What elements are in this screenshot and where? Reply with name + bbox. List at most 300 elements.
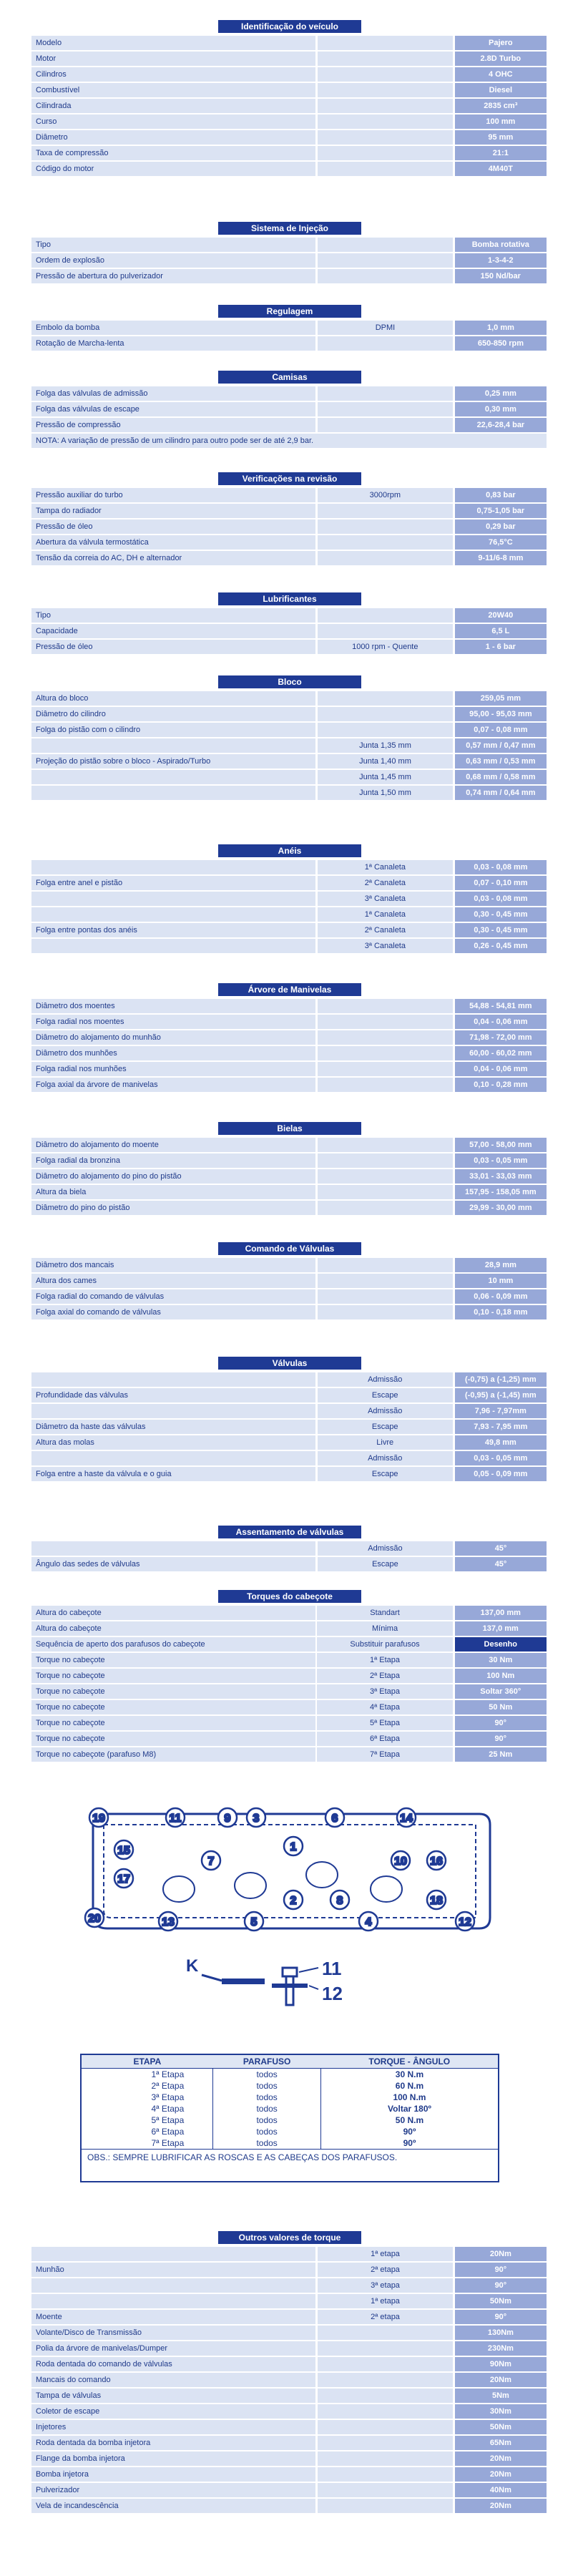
row-value: 0,07 - 0,10 mm (455, 876, 547, 890)
row-value: 9-11/6-8 mm (455, 551, 547, 565)
row-condition: 2ª etapa (318, 2263, 453, 2277)
table-row (31, 1372, 547, 1387)
table-row (31, 2294, 547, 2308)
row-label (31, 1541, 315, 1556)
row-condition: 6ª Etapa (317, 1732, 452, 1746)
row-value: 0,30 - 0,45 mm (455, 907, 547, 922)
row-label: Rotação de Marcha-lenta (31, 336, 315, 351)
row-condition (318, 269, 452, 283)
row-value: Pajero (455, 36, 547, 50)
row-value: 4 OHC (455, 67, 547, 82)
row-value: 90° (455, 1732, 547, 1746)
row-label: Folga entre anel e pistão (31, 876, 315, 890)
bolt-label: 3 (253, 1813, 260, 1825)
row-label: Folga das válvulas de escape (31, 402, 315, 416)
table-row (31, 754, 547, 769)
cylinder-head-diagram (79, 1796, 508, 2032)
row-condition (318, 707, 453, 721)
row-value: 0,06 - 0,09 mm (455, 1289, 547, 1304)
row-value: 0,10 - 0,18 mm (455, 1305, 547, 1319)
row-condition (318, 1062, 452, 1076)
table-row (81, 2137, 499, 2150)
row-label: Pressão auxiliar do turbo (31, 488, 315, 502)
row-label (31, 2294, 315, 2308)
row-value: 20Nm (455, 2499, 547, 2513)
table-cell: 60 N.m (320, 2080, 499, 2092)
row-label: Pressão de compressão (31, 418, 315, 432)
table-row (31, 723, 547, 737)
section-title: Sistema de Injeção (218, 222, 361, 235)
row-label: Pressão de óleo (31, 519, 315, 534)
row-label: Bomba injetora (31, 2467, 315, 2482)
row-condition: 7ª Etapa (317, 1747, 452, 1762)
row-condition (318, 504, 453, 518)
table-row (31, 1078, 547, 1092)
row-condition (318, 691, 453, 706)
row-label: Modelo (31, 36, 315, 50)
table-row (31, 1606, 547, 1620)
bolt-label: 12 (459, 1916, 471, 1928)
row-value: 21:1 (455, 146, 547, 160)
row-value: Diesel (455, 83, 547, 97)
row-value: 90° (455, 2278, 547, 2293)
row-label: Curso (31, 114, 315, 129)
row-condition: Admissão (318, 1451, 453, 1465)
row-value: 95 mm (455, 130, 547, 145)
bolt-label: 6 (331, 1813, 338, 1825)
row-label: Combustível (31, 83, 315, 97)
row-value: Desenho (455, 1637, 547, 1652)
row-condition (318, 1078, 452, 1092)
table-row (31, 691, 547, 706)
table-row (31, 1420, 547, 1434)
row-value: 20Nm (455, 2451, 547, 2466)
table-row (31, 1388, 547, 1402)
note-text: NOTA: A variação de pressão de um cilindro para outro pode ser de até 2,9 bar. (31, 434, 547, 448)
row-label: Capacidade (31, 624, 315, 638)
table-row (31, 386, 547, 401)
table-row (31, 939, 547, 953)
row-value: 4M40T (455, 162, 547, 176)
row-value: 137,00 mm (455, 1606, 547, 1620)
row-condition (318, 146, 452, 160)
row-condition (318, 1305, 453, 1319)
row-label: Altura das molas (31, 1435, 315, 1450)
row-condition: 2ª Etapa (317, 1669, 452, 1683)
row-label (31, 786, 315, 800)
row-condition (318, 2420, 453, 2434)
row-value: 30 Nm (455, 1653, 547, 1667)
table-row (31, 130, 547, 145)
row-condition (318, 36, 452, 50)
table-row (31, 1435, 547, 1450)
bolt-label: 14 (400, 1813, 413, 1825)
row-label: Abertura da válvula termostática (31, 535, 315, 550)
row-value: 6,5 L (455, 624, 547, 638)
table-row (31, 52, 547, 66)
row-label: Folga axial da árvore de manivelas (31, 1078, 315, 1092)
row-condition: 3ª Canaleta (318, 892, 453, 906)
legend-11: 11 (322, 1958, 342, 1979)
row-label: Munhão (31, 2263, 315, 2277)
table-row (31, 2263, 547, 2277)
section-title: Verificações na revisão (218, 472, 361, 485)
row-condition (318, 624, 453, 638)
row-label (31, 892, 315, 906)
row-label: Injetores (31, 2420, 315, 2434)
row-label: Torque no cabeçote (31, 1716, 315, 1730)
row-value: 49,8 mm (455, 1435, 547, 1450)
section-title: Comando de Válvulas (218, 1242, 361, 1255)
table-cell: todos (213, 2137, 321, 2150)
row-label: Torque no cabeçote (31, 1669, 315, 1683)
row-value: 30Nm (455, 2404, 547, 2419)
bolt-label: 17 (117, 1873, 130, 1885)
spec-table (31, 487, 547, 567)
row-value: 0,04 - 0,06 mm (455, 1015, 547, 1029)
col-header: TORQUE - ÂNGULO (320, 2054, 499, 2069)
row-value: 45° (455, 1557, 547, 1571)
row-condition: 5ª Etapa (317, 1716, 452, 1730)
table-row (31, 36, 547, 50)
etapa-table (80, 2054, 499, 2182)
row-condition: 1ª Etapa (317, 1653, 452, 1667)
row-label: Altura do bloco (31, 691, 315, 706)
table-row (31, 2341, 547, 2356)
row-condition (318, 1015, 452, 1029)
obs-note: OBS.: SEMPRE LUBRIFICAR AS ROSCAS E AS CABEÇAS DOS PARAFUSOS. (81, 2150, 499, 2182)
bolt-label: 18 (430, 1895, 443, 1907)
spec-table (31, 1136, 547, 1216)
table-row (31, 786, 547, 800)
table-cell: 30 N.m (320, 2069, 499, 2081)
row-condition (318, 386, 452, 401)
table-row (31, 1451, 547, 1465)
table-row (31, 1062, 547, 1076)
obs-row (81, 2150, 499, 2182)
row-label: Pressão de óleo (31, 640, 315, 654)
table-row (31, 2310, 547, 2324)
table-row (81, 2126, 499, 2137)
row-value: 65Nm (455, 2436, 547, 2450)
row-value: 71,98 - 72,00 mm (455, 1030, 547, 1045)
table-row (31, 640, 547, 654)
row-value: 0,05 - 0,09 mm (455, 1467, 547, 1481)
row-value: 0,63 mm / 0,53 mm (455, 754, 547, 769)
row-label: Folga radial nos munhões (31, 1062, 315, 1076)
row-label (31, 860, 315, 874)
row-condition (318, 336, 453, 351)
table-cell: todos (213, 2126, 321, 2137)
row-label: Folga axial do comando de válvulas (31, 1305, 315, 1319)
row-value: 100 mm (455, 114, 547, 129)
row-label: Diâmetro dos moentes (31, 999, 315, 1013)
row-value: 7,96 - 7,97mm (455, 1404, 547, 1418)
row-label (31, 1404, 315, 1418)
row-label: Altura do cabeçote (31, 1606, 315, 1620)
table-row (31, 2420, 547, 2434)
row-label: Taxa de compressão (31, 146, 315, 160)
table-row (31, 738, 547, 753)
row-condition: Junta 1,35 mm (318, 738, 453, 753)
row-label: Flange da bomba injetora (31, 2451, 315, 2466)
spec-table (31, 2245, 547, 2514)
row-label: Tampa de válvulas (31, 2389, 315, 2403)
row-condition (318, 608, 453, 623)
row-condition: 1ª Canaleta (318, 907, 453, 922)
row-value: 0,57 mm / 0,47 mm (455, 738, 547, 753)
table-row (31, 146, 547, 160)
bolt-label: 5 (250, 1916, 258, 1928)
bolt-label: 13 (162, 1916, 175, 1928)
row-value: 0,25 mm (455, 386, 547, 401)
row-value: (-0,75) a (-1,25) mm (455, 1372, 547, 1387)
row-value: 20Nm (455, 2373, 547, 2387)
bolt-label: 11 (169, 1813, 182, 1825)
table-row (31, 1015, 547, 1029)
table-row (31, 83, 547, 97)
row-value: 40Nm (455, 2483, 547, 2497)
legend-k: K (186, 1956, 199, 1976)
bolt-label: 16 (430, 1855, 443, 1868)
row-value: 0,68 mm / 0,58 mm (455, 770, 547, 784)
row-label: Tampa do radiador (31, 504, 315, 518)
row-condition: 2ª Canaleta (318, 923, 453, 937)
row-condition (318, 723, 453, 737)
row-condition (318, 1289, 453, 1304)
table-row (31, 1716, 547, 1730)
row-condition: 1ª etapa (318, 2247, 453, 2261)
row-label: Mancais do comando (31, 2373, 315, 2387)
row-condition: 1000 rpm - Quente (318, 640, 453, 654)
table-row (31, 1700, 547, 1714)
section-title: Assentamento de válvulas (218, 1526, 361, 1538)
row-condition: 3ª etapa (318, 2278, 453, 2293)
bolt-label: 1 (290, 1841, 297, 1853)
row-label: Pressão de abertura do pulverizador (31, 269, 315, 283)
table-row (31, 770, 547, 784)
table-row (31, 253, 547, 268)
row-label: Altura dos cames (31, 1274, 315, 1288)
row-label: Cilindros (31, 67, 315, 82)
row-condition: Livre (318, 1435, 453, 1450)
row-condition (318, 130, 452, 145)
row-condition (318, 999, 452, 1013)
row-label: Diâmetro do alojamento do munhão (31, 1030, 315, 1045)
row-value: (-0,95) a (-1,45) mm (455, 1388, 547, 1402)
spec-table (31, 997, 547, 1093)
table-row (31, 1637, 547, 1652)
table-cell: todos (213, 2103, 321, 2114)
row-condition (318, 2436, 453, 2450)
table-cell: 90º (320, 2126, 499, 2137)
row-condition: Escape (318, 1467, 453, 1481)
table-row (31, 1289, 547, 1304)
row-label: Embolo da bomba (31, 321, 315, 335)
bolt-label: 2 (290, 1895, 297, 1907)
table-row (31, 1185, 547, 1199)
row-value: 54,88 - 54,81 mm (455, 999, 547, 1013)
section-title: Torques do cabeçote (218, 1590, 361, 1603)
row-condition (318, 418, 452, 432)
row-label: Folga das válvulas de admissão (31, 386, 315, 401)
table-cell: 1ª Etapa (151, 2069, 185, 2079)
table-row (31, 269, 547, 283)
row-condition (318, 2341, 453, 2356)
section-title: Anéis (218, 844, 361, 857)
table-row (31, 1404, 547, 1418)
row-condition: 3ª Etapa (317, 1684, 452, 1699)
row-condition (318, 238, 452, 252)
table-cell: 6ª Etapa (151, 2127, 185, 2137)
section-title: Camisas (218, 371, 361, 384)
row-value: Bomba rotativa (455, 238, 547, 252)
cylinder-head-outline (93, 1814, 490, 1928)
row-condition (318, 2499, 453, 2513)
row-condition: Admissão (318, 1541, 453, 1556)
row-condition: DPMI (318, 321, 453, 335)
row-label: Projeção do pistão sobre o bloco - Aspirado/Turbo (31, 754, 315, 769)
table-row (31, 923, 547, 937)
row-label: Roda dentada da bomba injetora (31, 2436, 315, 2450)
row-value: 0,74 mm / 0,64 mm (455, 786, 547, 800)
row-value: 1,0 mm (455, 321, 547, 335)
table-row (31, 624, 547, 638)
table-row (31, 336, 547, 351)
table-row (31, 321, 547, 335)
row-condition (318, 1274, 453, 1288)
cylinder-bores (163, 1862, 402, 1902)
row-value: 150 Nd/bar (455, 269, 547, 283)
table-cell: 5ª Etapa (151, 2115, 185, 2125)
table-cell: todos (213, 2092, 321, 2103)
row-label: Tipo (31, 238, 315, 252)
row-value: 259,05 mm (455, 691, 547, 706)
row-value: 29,99 - 30,00 mm (455, 1201, 547, 1215)
row-label: Moente (31, 2310, 315, 2324)
table-row (31, 1557, 547, 1571)
row-label (31, 770, 315, 784)
row-condition (318, 67, 452, 82)
row-label: Folga radial do comando de válvulas (31, 1289, 315, 1304)
row-condition (318, 2373, 453, 2387)
row-value: 0,30 mm (455, 402, 547, 416)
table-cell: todos (213, 2069, 321, 2081)
table-row (31, 114, 547, 129)
spec-table (31, 607, 547, 655)
table-row (31, 608, 547, 623)
section-title: Bielas (218, 1122, 361, 1135)
spec-table (31, 34, 547, 177)
row-label: Roda dentada do comando de válvulas (31, 2357, 315, 2371)
row-value: 0,03 - 0,05 mm (455, 1451, 547, 1465)
row-label: Sequência de aperto dos parafusos do cabeçote (31, 1637, 315, 1652)
table-row (31, 2373, 547, 2387)
row-condition (318, 83, 452, 97)
row-value: 1 - 6 bar (455, 640, 547, 654)
table-row (31, 1201, 547, 1215)
row-value: 0,07 - 0,08 mm (455, 723, 547, 737)
table-row (31, 1258, 547, 1272)
row-condition: Junta 1,45 mm (318, 770, 453, 784)
row-label: Diâmetro da haste das válvulas (31, 1420, 315, 1434)
row-condition: Mínima (317, 1621, 452, 1636)
bolt-label: 15 (117, 1845, 130, 1857)
row-condition (318, 519, 453, 534)
row-label: Código do motor (31, 162, 315, 176)
row-condition (318, 1201, 452, 1215)
row-condition (318, 162, 452, 176)
row-condition (318, 2404, 453, 2419)
section-title: Válvulas (218, 1357, 361, 1370)
row-value: 0,75-1,05 bar (455, 504, 547, 518)
row-value: 650-850 rpm (455, 336, 547, 351)
table-row (31, 2499, 547, 2513)
row-value: 0,03 - 0,08 mm (455, 892, 547, 906)
spec-table (31, 236, 547, 285)
table-row (81, 2069, 499, 2081)
table-row (31, 1732, 547, 1746)
row-condition (318, 114, 452, 129)
table-row (31, 907, 547, 922)
row-condition: Escape (318, 1557, 453, 1571)
row-label: Motor (31, 52, 315, 66)
row-condition (318, 2451, 453, 2466)
row-label (31, 1372, 315, 1387)
row-value: 130Nm (455, 2326, 547, 2340)
spec-table (31, 1257, 547, 1321)
bolt-label: 4 (365, 1916, 372, 1928)
row-condition: 2ª Canaleta (318, 876, 453, 890)
table-row (31, 1046, 547, 1060)
bolt-circles (85, 1808, 474, 1931)
row-label: Diâmetro do cilindro (31, 707, 315, 721)
table-row (81, 2114, 499, 2126)
row-value: 50Nm (455, 2294, 547, 2308)
table-row (81, 2092, 499, 2103)
row-condition: Escape (318, 1420, 453, 1434)
row-value: 20Nm (455, 2247, 547, 2261)
bolt-detail (186, 1956, 343, 2005)
bolt-label: 9 (224, 1813, 231, 1825)
row-value: 0,30 - 0,45 mm (455, 923, 547, 937)
row-condition: 3ª Canaleta (318, 939, 453, 953)
row-condition: Junta 1,40 mm (318, 754, 453, 769)
table-row (31, 2467, 547, 2482)
row-label: Folga radial da bronzina (31, 1153, 315, 1168)
row-label (31, 1451, 315, 1465)
row-condition (318, 253, 452, 268)
section-title: Lubrificantes (218, 592, 361, 605)
table-row (31, 1747, 547, 1762)
row-condition (318, 2326, 453, 2340)
row-label: Ângulo das sedes de válvulas (31, 1557, 315, 1571)
row-value: 60,00 - 60,02 mm (455, 1046, 547, 1060)
row-label: Volante/Disco de Transmissão (31, 2326, 315, 2340)
row-value: 0,03 - 0,08 mm (455, 860, 547, 874)
row-value: 0,26 - 0,45 mm (455, 939, 547, 953)
table-row (31, 434, 547, 448)
table-row (31, 1467, 547, 1481)
table-row (31, 2247, 547, 2261)
row-label: Torque no cabeçote (31, 1684, 315, 1699)
table-row (31, 99, 547, 113)
row-label: Folga do pistão com o cilindro (31, 723, 315, 737)
row-condition (318, 1169, 452, 1184)
section-title: Árvore de Manivelas (218, 983, 361, 996)
table-row (31, 2278, 547, 2293)
row-label (31, 939, 315, 953)
